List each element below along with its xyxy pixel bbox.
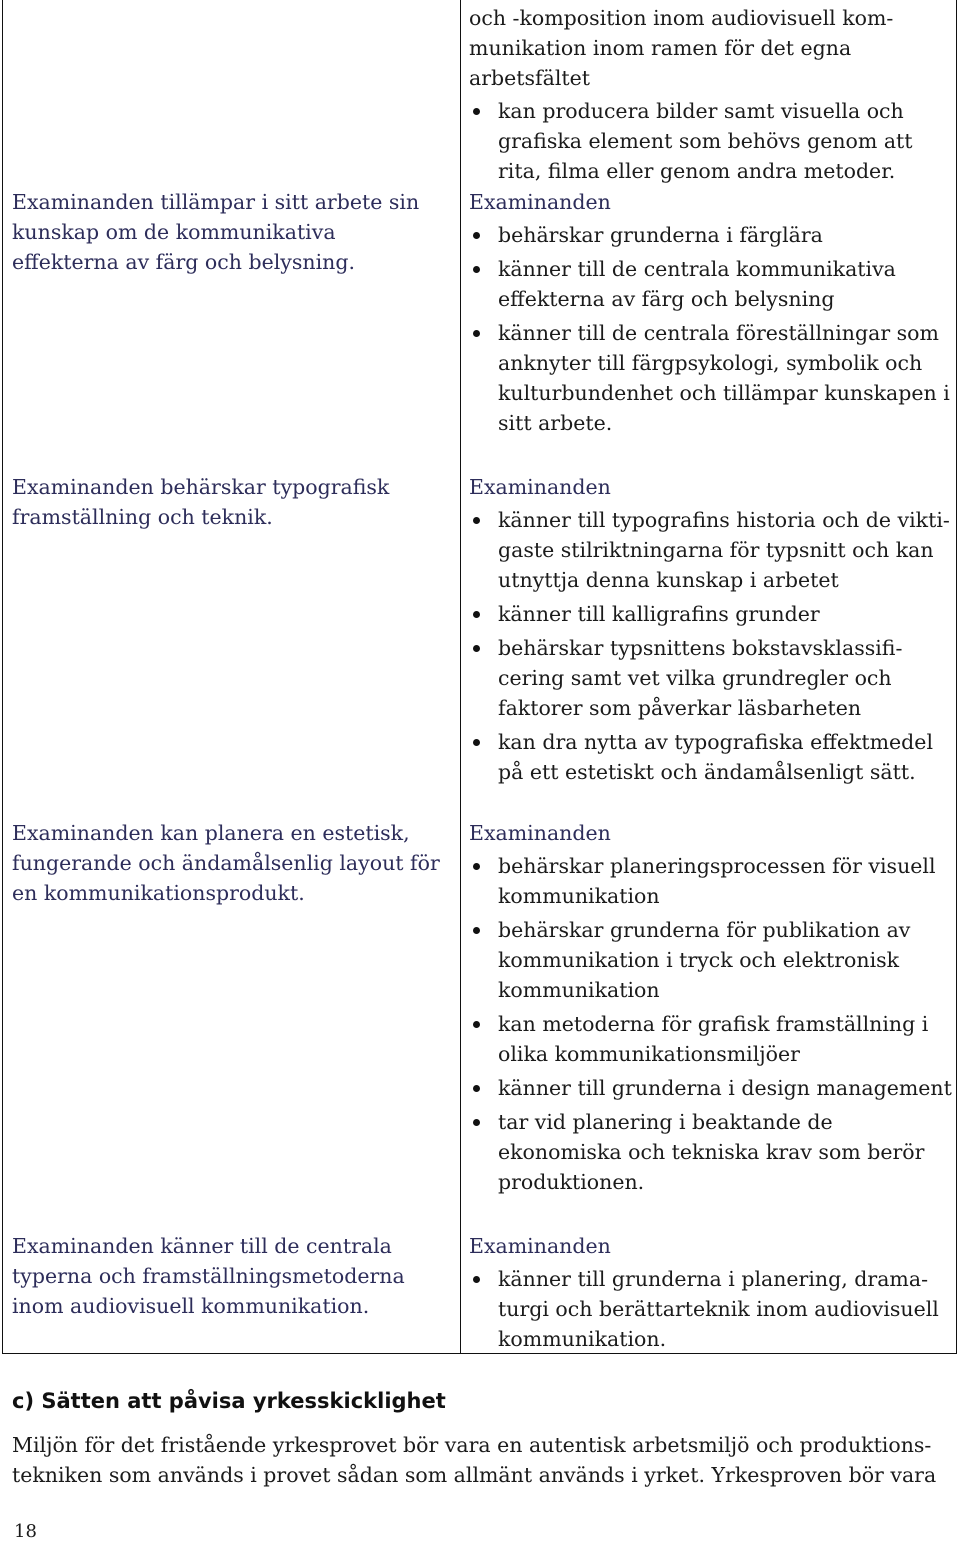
- bullet-icon: [473, 517, 480, 524]
- continuation-cell: [469, 3, 949, 190]
- bullet-icon: [473, 232, 480, 239]
- bullet-icon: [473, 645, 480, 652]
- bullet-item: känner till kalligrafins grunder: [469, 599, 949, 629]
- bullet-item: behärskar grunderna i färglära: [469, 220, 949, 250]
- bullet-icon: [473, 739, 480, 746]
- bullet-icon: [473, 927, 480, 934]
- assessment-typography: [469, 472, 949, 791]
- bullet-list: [469, 851, 952, 1197]
- bullet-icon: [473, 611, 480, 618]
- bullet-icon: [473, 1119, 480, 1126]
- continuation-line: munikation inom ramen för det egna: [469, 36, 852, 60]
- bullet-item: känner till typografins historia och de vikti- gaste stilriktningarna för typsnitt och kan utnyttja denna kunskap i arbetet: [469, 505, 949, 595]
- bullet-item: behärskar typsnittens bokstavsklassifi- cering samt vet vilka grundregler och faktorer som påverkar läsbarheten: [469, 633, 949, 723]
- bullet-item: kan metoderna för grafisk framställning i olika kommunikationsmiljöer: [469, 1009, 949, 1069]
- bullet-icon: [473, 266, 480, 273]
- column-divider: [460, 0, 461, 1353]
- bullet-list: [469, 505, 949, 787]
- criterion-typography: Examinanden behärskar typografisk framställning och teknik.: [12, 475, 390, 529]
- bullet-list: [469, 220, 949, 438]
- bullet-icon: [473, 1276, 480, 1283]
- criterion-audiovisual: Examinanden känner till de centrala typerna och framställningsmetoderna inom audiovisuell kommunikation.: [12, 1234, 405, 1318]
- bullet-list: [469, 1264, 949, 1354]
- bullet-item: känner till de centrala kommunikativa effekterna av färg och belysning: [469, 254, 949, 314]
- bullet-icon: [473, 1021, 480, 1028]
- bullet-item: känner till grunderna i planering, drama- turgi och berättarteknik inom audiovisuell kommunikation.: [469, 1264, 949, 1354]
- bullet-icon: [473, 330, 480, 337]
- continuation-line: och -komposition inom audiovisuell kom-: [469, 6, 894, 30]
- bullet-icon: [473, 863, 480, 870]
- assessment-audiovisual: [469, 1231, 949, 1358]
- page-number: 18: [14, 1521, 37, 1542]
- continuation-line: arbetsfältet: [469, 66, 591, 90]
- bullet-icon: [473, 108, 480, 115]
- examinee-label: Examinanden: [469, 1234, 611, 1258]
- bullet-icon: [473, 1085, 480, 1092]
- bullet-item: kan producera bilder samt visuella och grafiska element som behövs genom att rita, filma eller genom andra metoder.: [469, 96, 949, 186]
- bullet-item: behärskar grunderna för publikation av kommunikation i tryck och elektronisk kommunikation: [469, 915, 949, 1005]
- section-body: Miljön för det fristående yrkesprovet bör vara en autentisk arbetsmiljö och produktions- tekniken som används i provet sådan som allmänt används i yrket. Yrkesproven bör vara: [12, 1433, 937, 1487]
- examinee-label: Examinanden: [469, 190, 611, 214]
- section-heading: c) Sätten att påvisa yrkesskicklighet: [12, 1389, 446, 1413]
- bullet-item: behärskar planeringsprocessen för visuell kommunikation: [469, 851, 949, 911]
- criterion-color-lighting: Examinanden tillämpar i sitt arbete sin kunskap om de kommunikativa effekterna av färg och belysning.: [12, 190, 420, 274]
- bullet-item: kan dra nytta av typografiska effektmedel på ett estetiskt och ändamålsenligt sätt.: [469, 727, 949, 787]
- examinee-label: Examinanden: [469, 475, 611, 499]
- assessment-layout: [469, 818, 952, 1201]
- bullet-item: känner till de centrala föreställningar som anknyter till färgpsykologi, symbolik och kulturbundenhet och tillämpar kunskapen i sitt arbete.: [469, 318, 949, 438]
- bullet-item: känner till grunderna i design management: [469, 1073, 949, 1103]
- assessment-color-lighting: [469, 187, 949, 442]
- bullet-list: [469, 96, 949, 186]
- examinee-label: Examinanden: [469, 821, 611, 845]
- criterion-layout: Examinanden kan planera en estetisk, fungerande och ändamålsenlig layout för en kommunikationsprodukt.: [12, 821, 440, 905]
- bullet-item: tar vid planering i beaktande de ekonomiska och tekniska krav som berör produktionen.: [469, 1107, 949, 1197]
